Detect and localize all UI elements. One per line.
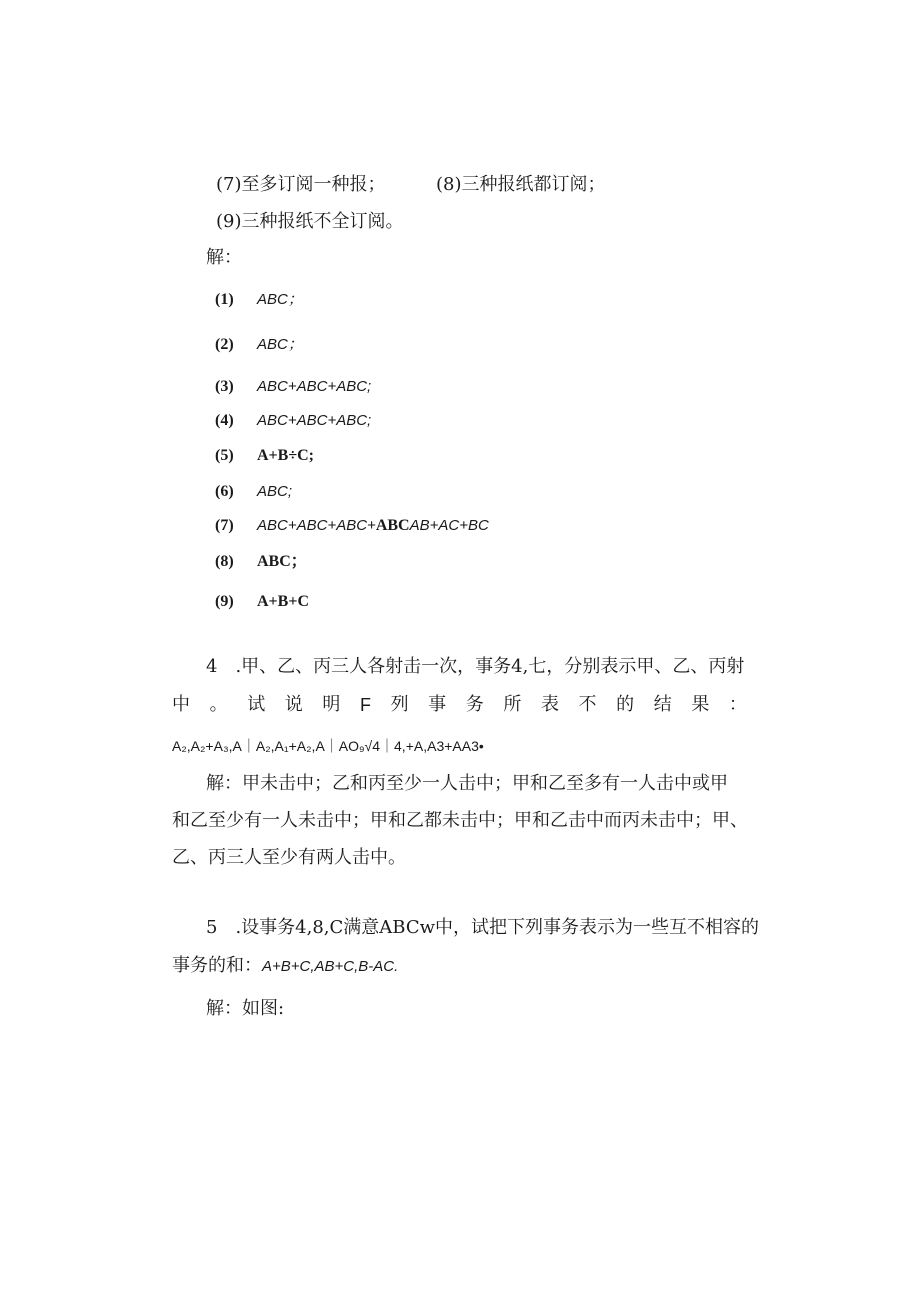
answer-expression-part: AB+AC+BC xyxy=(409,517,489,534)
char: 中 xyxy=(172,694,190,715)
answer-expression: A+B+C xyxy=(257,593,310,610)
answer-expression: ABC； xyxy=(257,291,303,308)
char: 。 xyxy=(209,694,228,715)
char: 所 xyxy=(503,694,522,715)
char: 的 xyxy=(616,694,635,715)
char: ： xyxy=(728,694,747,715)
answer-number: (3) xyxy=(215,378,234,395)
item-8: (8)三种报纸都订阅； xyxy=(436,174,606,195)
answer-number: (8) xyxy=(215,553,234,570)
answer-number: (9) xyxy=(215,593,234,610)
answer-expression: ABC； xyxy=(257,553,307,570)
answer-expression xyxy=(257,515,489,537)
item-7: (7)至多订阅一种报； xyxy=(216,174,386,195)
item-9: (9)三种报纸不全订阅。 xyxy=(216,211,404,232)
problem-4-solution-line-2: 和乙至少有一人未击中；甲和乙都未击中；甲和乙击中而丙未击中；甲、 xyxy=(172,810,748,831)
problem-5-formula: A+B+C,AB+C,B-AC. xyxy=(262,958,399,975)
char: 务 xyxy=(465,694,484,715)
answer-number: (1) xyxy=(215,291,234,308)
char: 表 xyxy=(540,694,559,715)
answer-number: (5) xyxy=(215,447,234,464)
solution-label: 解： xyxy=(206,247,242,268)
problem-5-line-1: 5 .设事务4,8,C满意ABCw中，试把下列事务表示为一些互不相容的 xyxy=(206,917,760,938)
problem-5-line-2-prefix: 事务的和： xyxy=(172,955,262,976)
answer-expression-part: ABC xyxy=(375,517,410,534)
answer-expression-part: ABC+ABC+ABC+ xyxy=(257,517,376,534)
char: 事 xyxy=(428,694,447,715)
answer-number: (4) xyxy=(215,412,234,429)
answer-expression: ABC+ABC+ABC; xyxy=(257,412,372,429)
problem-4-formula: A₂,A₂+A₃,A｜A₂,A₁+A₂,A｜AO₉√4｜4,+A,A3+AA3• xyxy=(172,738,484,754)
problem-4-solution-line-1: 解：甲未击中；乙和丙至少一人击中；甲和乙至多有一人击中或甲 xyxy=(206,773,728,794)
answer-expression: ABC； xyxy=(257,336,303,353)
problem-4-line-1: 4 .甲、乙、丙三人各射击一次，事务4,七，分别表示甲、乙、丙射 xyxy=(206,656,745,677)
char: 试 xyxy=(247,694,266,715)
char: 明 xyxy=(322,694,341,715)
problem-5-line-2 xyxy=(172,954,398,979)
answer-expression: A+B÷C; xyxy=(257,447,315,464)
char: 不 xyxy=(578,694,597,715)
char: 说 xyxy=(284,694,303,715)
answer-number: (6) xyxy=(215,483,234,500)
problem-4-line-2 xyxy=(172,693,747,717)
problem-4-solution-line-3: 乙、丙三人至少有两人击中。 xyxy=(172,847,406,868)
char: 列 xyxy=(390,694,409,715)
char: 结 xyxy=(653,694,672,715)
answer-number: (7) xyxy=(215,517,234,534)
char: 果 xyxy=(691,694,710,715)
answer-expression: ABC+ABC+ABC; xyxy=(257,378,372,395)
answer-expression: ABC; xyxy=(257,483,293,500)
problem-5-solution: 解：如图: xyxy=(206,998,285,1019)
answer-number: (2) xyxy=(215,336,234,353)
char: F xyxy=(359,695,371,715)
